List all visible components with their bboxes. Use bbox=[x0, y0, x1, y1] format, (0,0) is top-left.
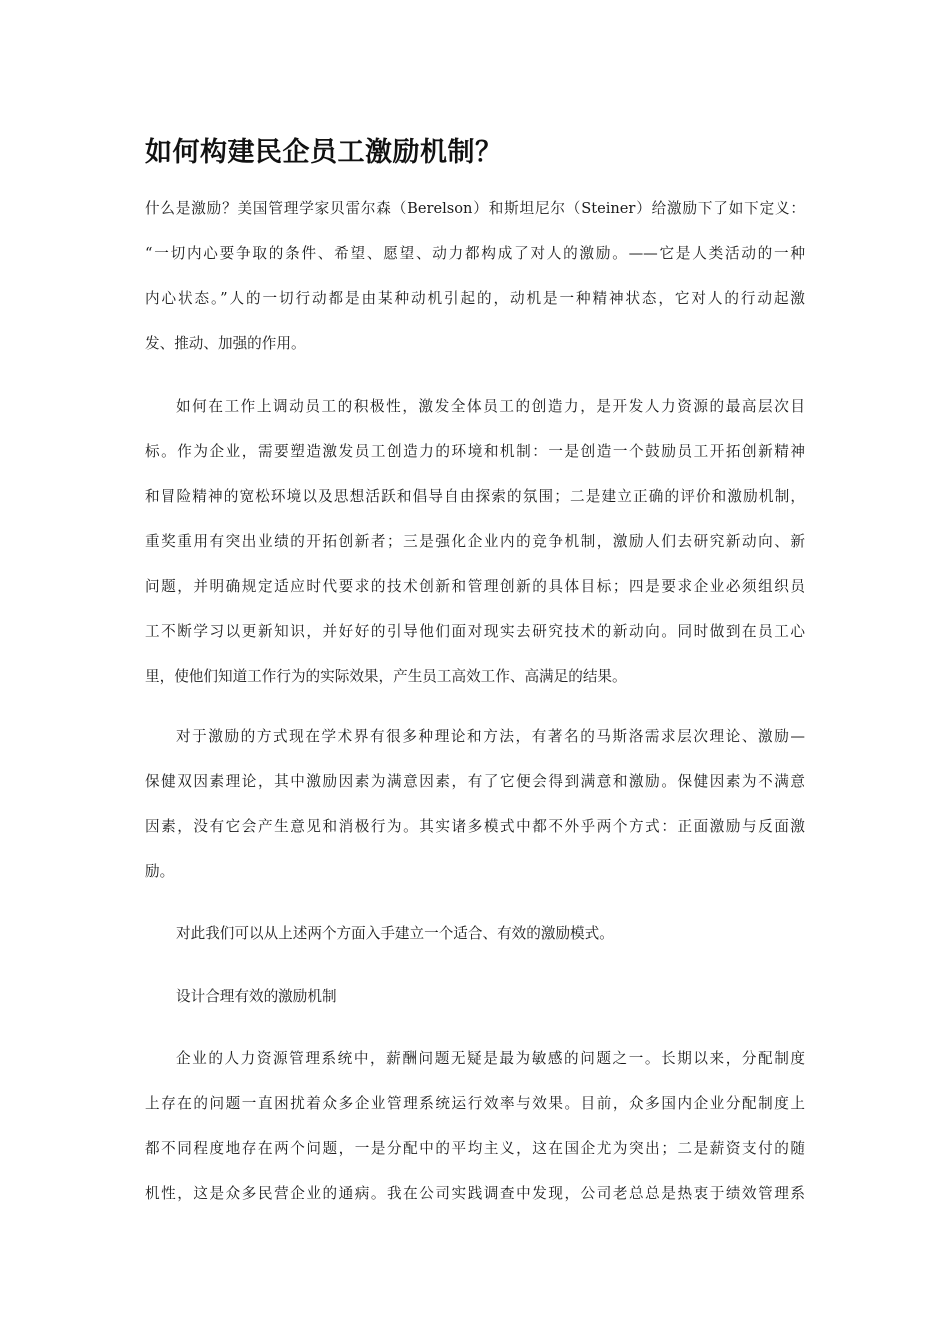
text-line: “一切内心要争取的条件、希望、愿望、动力都构成了对人的激励。——它是人类活动的一种 bbox=[145, 245, 805, 262]
text-line: 对此我们可以从上述两个方面入手建立一个适合、有效的激励模式。 bbox=[176, 925, 614, 942]
text-line: 工不断学习以更新知识，并好好的引导他们面对现实去研究技术的新动向。同时做到在员工心 bbox=[145, 623, 805, 640]
text-line: 企业的人力资源管理系统中，薪酬问题无疑是最为敏感的问题之一。长期以来，分配制度 bbox=[176, 1050, 805, 1067]
text-line: 重奖重用有突出业绩的开拓创新者；三是强化企业内的竞争机制，激励人们去研究新动向、新 bbox=[145, 533, 805, 550]
text-line: 标。作为企业，需要塑造激发员工创造力的环境和机制：一是创造一个鼓励员工开拓创新精神 bbox=[145, 443, 805, 460]
text-line: 什么是激励？美国管理学家贝雷尔森（Berelson）和斯坦尼尔（Steiner）给激励下了如下定义： bbox=[145, 200, 805, 217]
text-line: 发、推动、加强的作用。 bbox=[145, 335, 306, 352]
text-line: 机性，这是众多民营企业的通病。我在公司实践调查中发现，公司老总总是热衷于绩效管理系 bbox=[145, 1185, 805, 1202]
section-heading bbox=[145, 974, 805, 1019]
text-line: 因素，没有它会产生意见和消极行为。其实诸多模式中都不外乎两个方式：正面激励与反面激 bbox=[145, 818, 805, 835]
text-line: 设计合理有效的激励机制 bbox=[176, 988, 337, 1005]
text-line: 励。 bbox=[145, 863, 175, 880]
paragraph-definition bbox=[145, 186, 805, 366]
text-line: 内心状态。”人的一切行动都是由某种动机引起的，动机是一种精神状态，它对人的行动起激 bbox=[145, 290, 805, 307]
text-line: 如何在工作上调动员工的积极性，激发全体员工的创造力，是开发人力资源的最高层次目 bbox=[176, 398, 805, 415]
text-line: 问题，并明确规定适应时代要求的技术创新和管理创新的具体目标；四是要求企业必须组织员 bbox=[145, 578, 805, 595]
text-line: 和冒险精神的宽松环境以及思想活跃和倡导自由探索的氛围；二是建立正确的评价和激励机制， bbox=[145, 488, 805, 505]
paragraph-theories bbox=[145, 714, 805, 894]
paragraph-compensation bbox=[145, 1036, 805, 1216]
text-line: 对于激励的方式现在学术界有很多种理论和方法，有著名的马斯洛需求层次理论、激励— bbox=[176, 728, 805, 745]
text-line: 都不同程度地存在两个问题，一是分配中的平均主义，这在国企尤为突出；二是薪资支付的随 bbox=[145, 1140, 805, 1157]
text-line: 里，使他们知道工作行为的实际效果，产生员工高效工作、高满足的结果。 bbox=[145, 668, 627, 685]
text-line: 保健双因素理论，其中激励因素为满意因素，有了它便会得到满意和激励。保健因素为不满意 bbox=[145, 773, 805, 790]
document-title: 如何构建民企员工激励机制？ bbox=[145, 137, 503, 168]
paragraph-approach bbox=[145, 911, 805, 956]
text-line: 上存在的问题一直困扰着众多企业管理系统运行效率与效果。目前，众多国内企业分配制度上 bbox=[145, 1095, 805, 1112]
paragraph-mobilization bbox=[145, 384, 805, 699]
